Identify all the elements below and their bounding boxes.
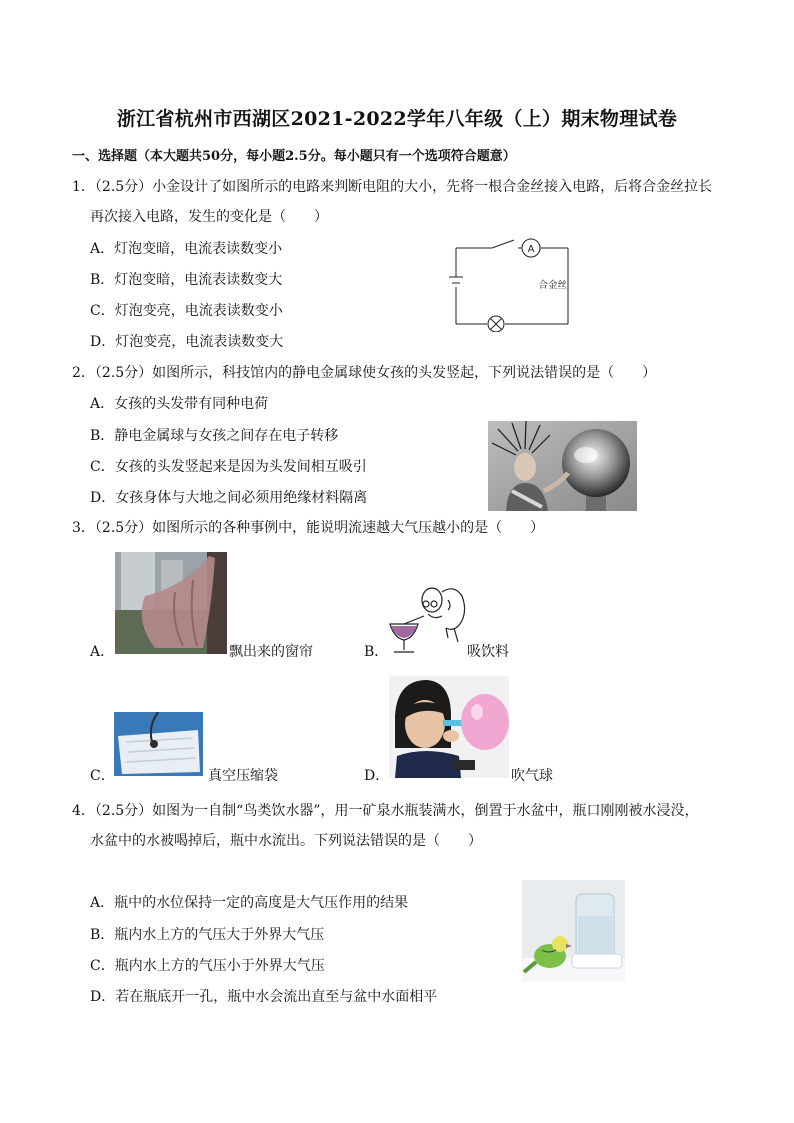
question-3-option-a-caption: 飘出来的窗帘 bbox=[229, 644, 313, 660]
balloon-photo bbox=[389, 676, 509, 778]
question-3-option-d-caption: 吹气球 bbox=[511, 768, 553, 784]
question-3-option-d-letter: D． bbox=[364, 768, 390, 784]
lamp-symbol bbox=[488, 316, 504, 332]
question-3-option-a-letter: A． bbox=[90, 644, 115, 660]
question-2-option-b: B．静电金属球与女孩之间存在电子转移 bbox=[90, 428, 339, 444]
bird-waterer-photo bbox=[522, 880, 625, 982]
question-3-option-b-letter: B． bbox=[364, 644, 389, 660]
curtain-photo bbox=[115, 552, 227, 654]
question-4-option-a: A．瓶中的水位保持一定的高度是大气压作用的结果 bbox=[90, 895, 409, 911]
question-2-option-d: D．女孩身体与大地之间必须用绝缘材料隔离 bbox=[90, 490, 368, 506]
vacuum-bag-photo bbox=[114, 712, 203, 776]
section-header: 一、选择题（本大题共50分，每小题2.5分。每小题只有一个选项符合题意） bbox=[72, 149, 516, 164]
question-1-option-a: A．灯泡变暗，电流表读数变小 bbox=[90, 241, 283, 257]
question-2-option-a: A．女孩的头发带有同种电荷 bbox=[90, 396, 269, 412]
question-1-option-b: B．灯泡变暗，电流表读数变大 bbox=[90, 272, 283, 288]
question-2-stem: 2．（2.5分）如图所示，科技馆内的静电金属球使女孩的头发竖起，下列说法错误的是（ ） bbox=[72, 365, 657, 381]
question-1-stem-line2: 再次接入电路，发生的变化是（ ） bbox=[90, 209, 328, 225]
circuit-diagram bbox=[446, 236, 576, 332]
question-3-option-c-caption: 真空压缩袋 bbox=[208, 768, 278, 784]
page-title: 浙江省杭州市西湖区2021-2022学年八年级（上）期末物理试卷 bbox=[116, 108, 678, 130]
question-4-stem-line1: 4．（2.5分）如图为一自制“鸟类饮水器”，用一矿泉水瓶装满水，倒置于水盆中，瓶口刚刚被水浸没， bbox=[72, 803, 699, 819]
question-1-option-d: D．灯泡变亮，电流表读数变大 bbox=[90, 334, 284, 350]
question-2-option-c: C．女孩的头发竖起来是因为头发间相互吸引 bbox=[90, 459, 367, 475]
static-ball-photo bbox=[488, 421, 637, 511]
question-3-option-b-caption: 吸饮料 bbox=[467, 644, 509, 660]
question-4-option-c: C．瓶内水上方的气压小于外界大气压 bbox=[90, 958, 325, 974]
alloy-wire-label: 合金丝 bbox=[538, 280, 567, 291]
question-4-stem-line2: 水盆中的水被喝掉后，瓶中水流出。下列说法错误的是（ ） bbox=[90, 833, 482, 849]
question-1-option-c: C．灯泡变亮，电流表读数变小 bbox=[90, 303, 283, 319]
question-3-stem: 3．（2.5分）如图所示的各种事例中，能说明流速越大气压越小的是（ ） bbox=[72, 520, 545, 536]
question-4-option-d: D．若在瓶底开一孔，瓶中水会流出直至与盆中水面相平 bbox=[90, 989, 438, 1005]
ammeter-label: A bbox=[527, 244, 535, 255]
drinking-straw-illustration bbox=[388, 580, 468, 656]
question-4-option-b: B．瓶内水上方的气压大于外界大气压 bbox=[90, 927, 325, 943]
question-3-option-c-letter: C． bbox=[90, 768, 115, 784]
question-1-stem-line1: 1．（2.5分）小金设计了如图所示的电路来判断电阻的大小，先将一根合金丝接入电路，后将合金丝拉长 bbox=[72, 179, 713, 195]
